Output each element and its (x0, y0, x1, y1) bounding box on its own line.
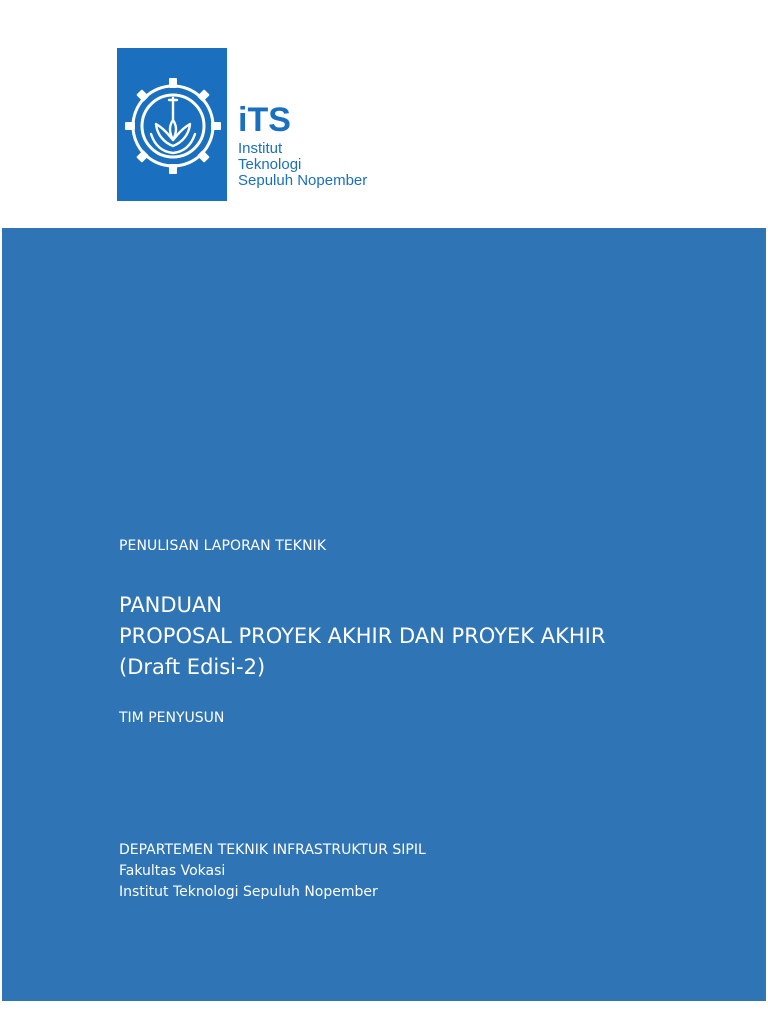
series-label: PENULISAN LAPORAN TEKNIK (119, 538, 327, 554)
title-line-panduan: PANDUAN (119, 593, 223, 617)
logo-wordmark (238, 102, 367, 189)
its-logo (117, 48, 389, 201)
logo-line-teknologi: Teknologi (238, 156, 302, 173)
cover-panel (2, 228, 766, 1001)
logo-line-institut: Institut (238, 140, 283, 157)
document-title (119, 590, 605, 683)
faculty-name: Fakultas Vokasi (119, 863, 226, 879)
logo-line-sepuluh-nopember: Sepuluh Nopember (238, 172, 368, 189)
title-line-edition: (Draft Edisi-2) (119, 655, 266, 679)
team-label: TIM PENYUSUN (119, 710, 225, 726)
title-line-main: PROPOSAL PROYEK AKHIR DAN PROYEK AKHIR (119, 624, 606, 648)
logo-acronym: iTS (238, 101, 291, 139)
institute-name: Institut Teknologi Sepuluh Nopember (119, 884, 378, 900)
logo-tile (117, 48, 227, 201)
department-block (119, 840, 426, 903)
department-name: DEPARTEMEN TEKNIK INFRASTRUKTUR SIPIL (119, 842, 426, 858)
its-emblem-icon (123, 76, 223, 176)
